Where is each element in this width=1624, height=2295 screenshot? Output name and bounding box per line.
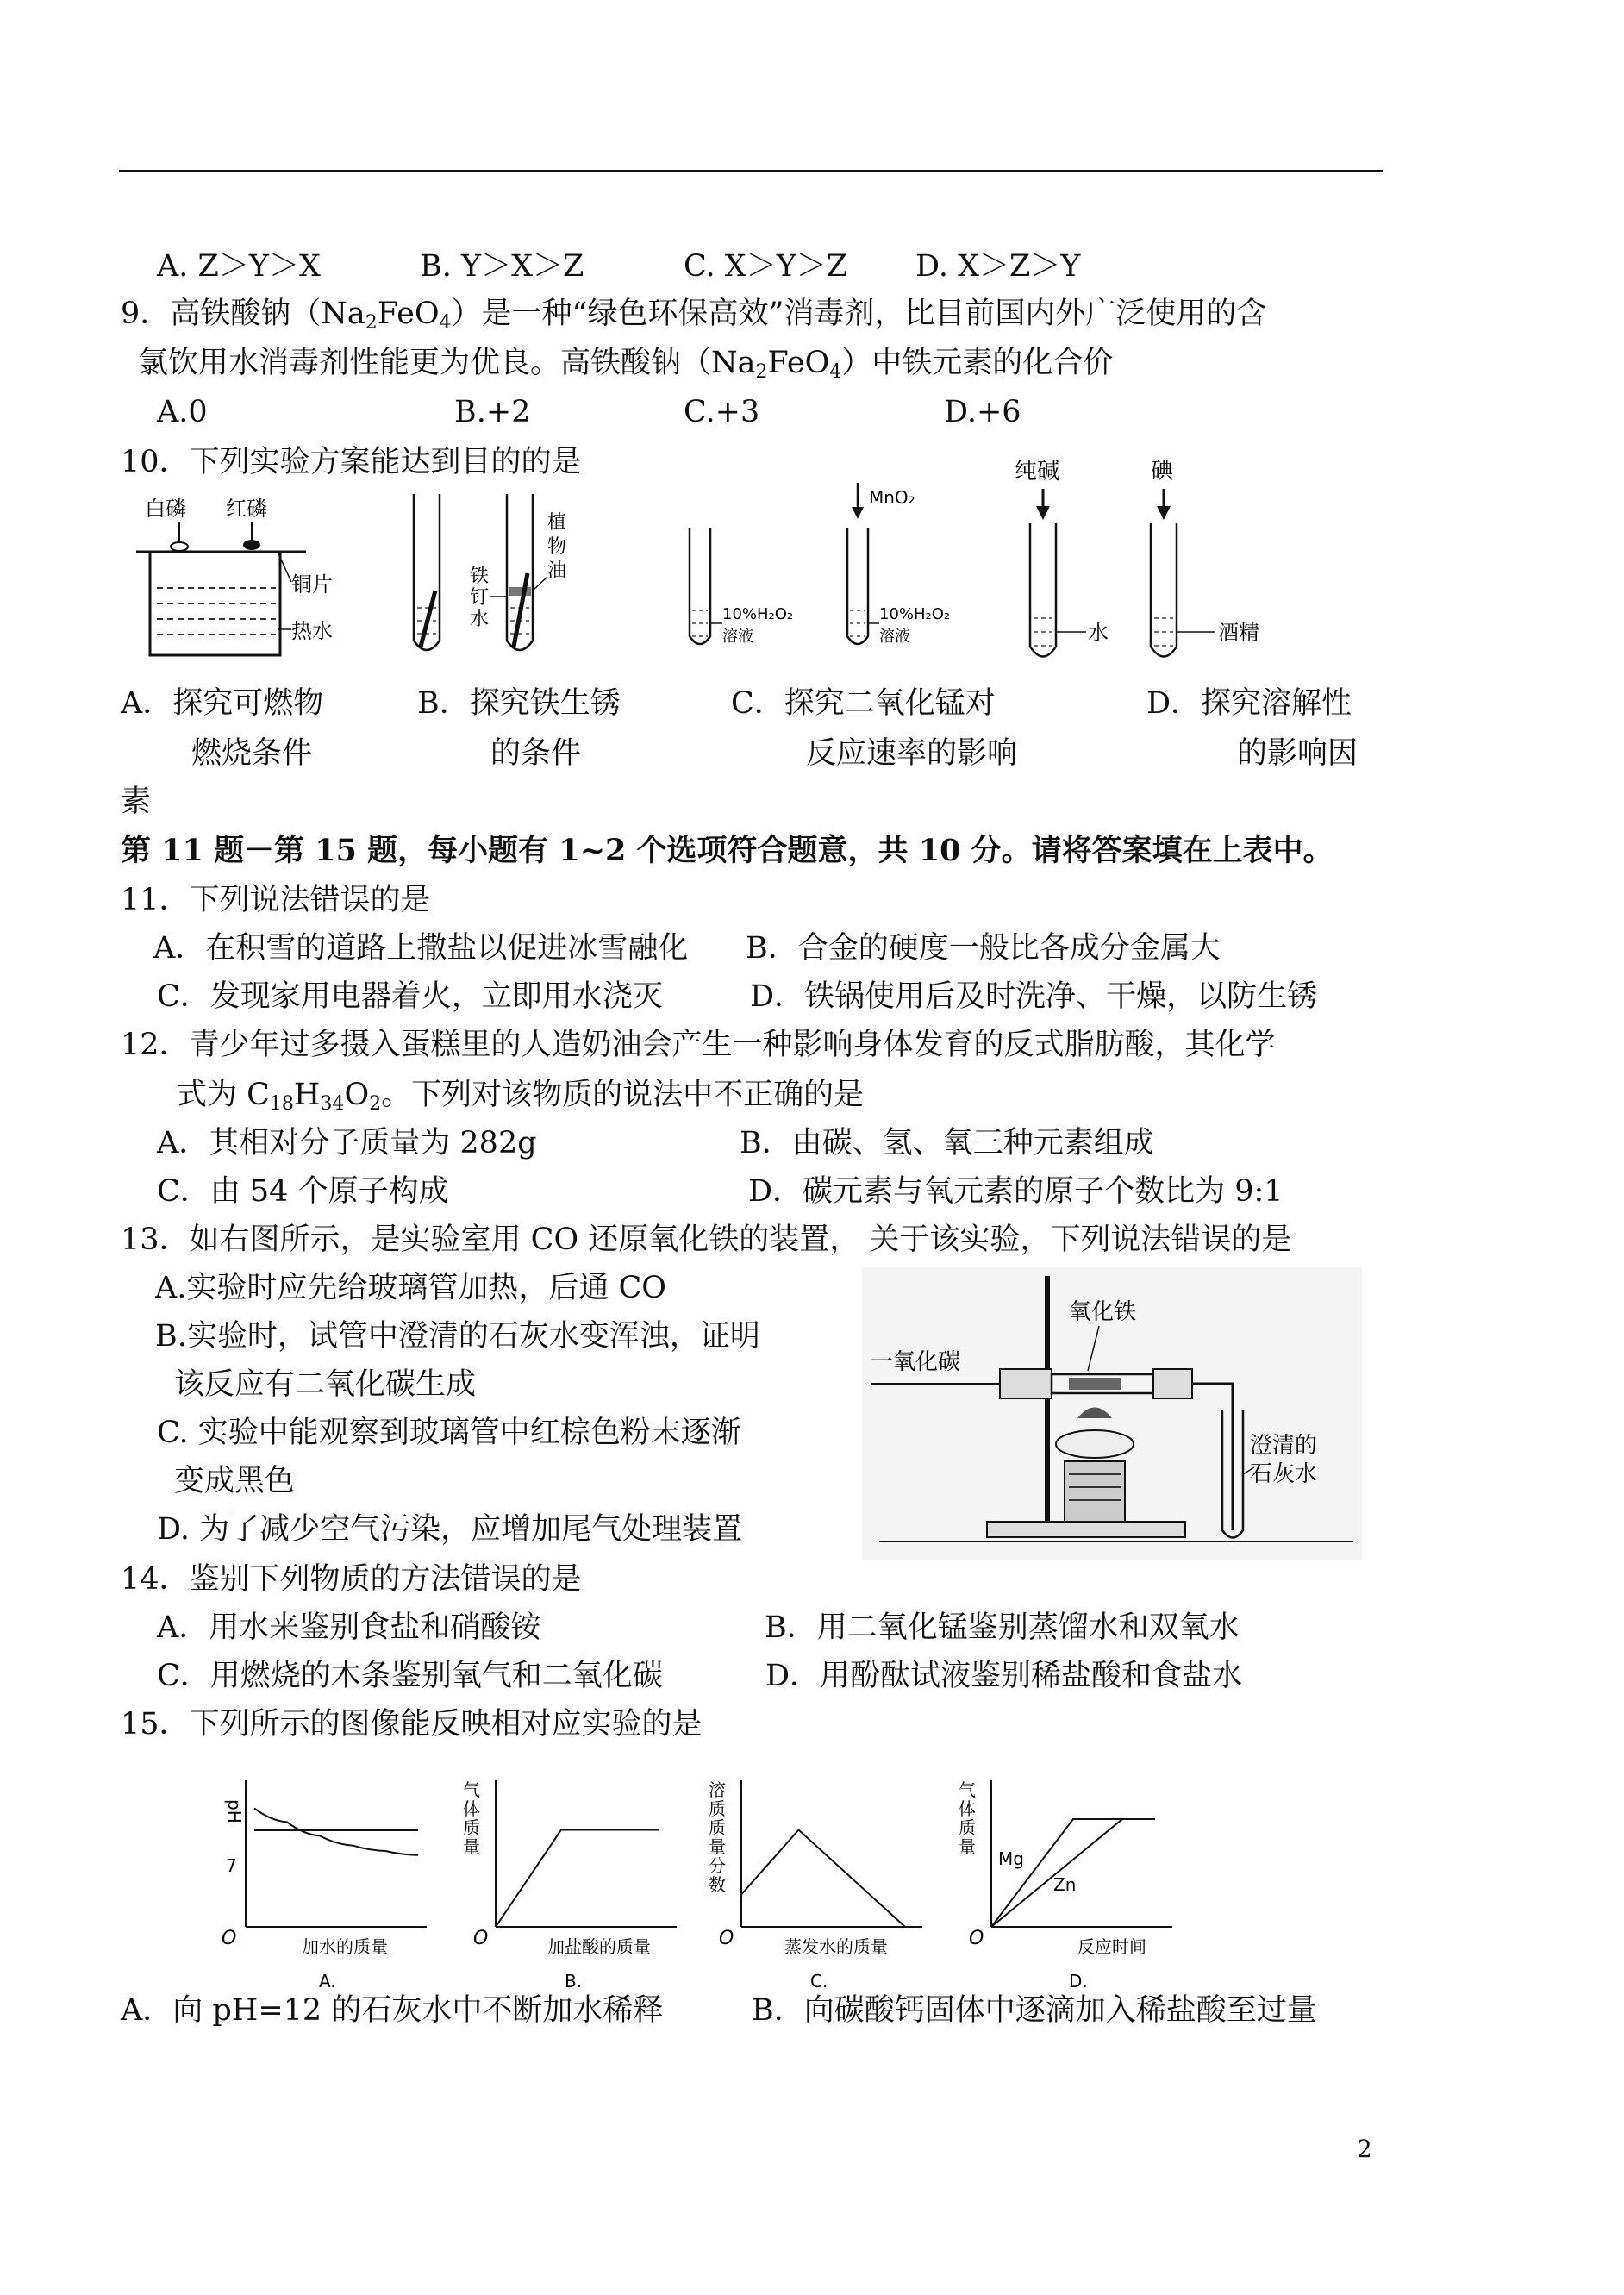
- q13-option-b-line2: 该反应有二氧化碳生成: [174, 1367, 477, 1402]
- chart-series-line: [496, 1830, 659, 1928]
- solution-label-1: 溶液: [722, 628, 753, 646]
- chart-series-label: Mg: [998, 1848, 1024, 1869]
- iron-oxide-label: 氧化铁: [1069, 1299, 1137, 1325]
- soda-ash-label: 纯碱: [1015, 459, 1060, 485]
- chart-ylabel-char: 量: [463, 1836, 480, 1857]
- chart-a-origin: O: [222, 1928, 237, 1949]
- alcohol-label: 酒精: [1218, 621, 1259, 645]
- chart-a-caption: A.: [319, 1971, 336, 1992]
- q14-option-d: D．用酚酞试液鉴别稀盐酸和食盐水: [765, 1659, 1243, 1693]
- q13-option-a: A.实验时应先给玻璃管加热，后通 CO: [155, 1271, 667, 1305]
- limewater-label-line2: 石灰水: [1250, 1461, 1318, 1487]
- q10-option-d-line3: 素: [121, 785, 152, 819]
- chart-a-xlabel: 加水的质量: [302, 1936, 388, 1957]
- nail-label: 钉: [470, 587, 490, 609]
- chart-ylabel-char: 体: [959, 1798, 976, 1819]
- chart-ylabel-char: 质: [959, 1817, 976, 1838]
- q10-stem: 10．下列实验方案能达到目的的是: [121, 445, 582, 479]
- chart-ylabel-char: 气: [959, 1779, 976, 1800]
- chart-ylabel-char: 量: [959, 1836, 976, 1857]
- q12-stem-line1: 12．青少年过多摄入蛋糕里的人造奶油会产生一种影响身体发育的反式脂肪酸，其化学: [121, 1028, 1276, 1062]
- q12-option-a: A．其相对分子质量为 282g: [157, 1126, 537, 1160]
- hot-water-label: 热水: [291, 619, 333, 643]
- limewater-label-line1: 澄清的: [1250, 1433, 1318, 1459]
- q12-option-c: C．由 54 个原子构成: [157, 1174, 449, 1209]
- chart-d-xlabel: 反应时间: [1077, 1936, 1146, 1957]
- water-label-b: 水: [470, 609, 490, 630]
- h2o2-label-2: 10%H₂O₂: [879, 605, 951, 623]
- chart-ylabel-char: 质: [709, 1817, 726, 1838]
- iodine-label: 碘: [1151, 459, 1174, 485]
- header-rule: [119, 170, 1383, 172]
- q14-stem: 14．鉴别下列物质的方法错误的是: [121, 1562, 582, 1597]
- q12-option-d: D．碳元素与氧元素的原子个数比为 9:1: [748, 1174, 1284, 1209]
- q9-option-a: A.0: [157, 395, 208, 429]
- q9-stem-line2: 氯饮用水消毒剂性能更为优良。高铁酸钠$(Na_2FeO_4)$中铁元素的化合价: [138, 346, 1114, 383]
- q14-option-b: B．用二氧化锰鉴别蒸馏水和双氧水: [765, 1610, 1240, 1645]
- chart-ylabel-char: 量: [709, 1836, 726, 1857]
- q13-option-b-line1: B.实验时，试管中澄清的石灰水变浑浊，证明: [155, 1319, 760, 1354]
- q15-chart-d: [940, 1772, 1190, 1996]
- q10-option-d-line1: D．探究溶解性: [1146, 686, 1352, 721]
- section-heading: 第 11 题－第 15 题，每小题有 1~2 个选项符合题意，共 10 分。请将答案填在上表中。: [121, 833, 1334, 868]
- q10-option-d-line2: 的影响因: [1237, 736, 1359, 771]
- q15-stem: 15．下列所示的图像能反映相对应实验的是: [121, 1707, 703, 1742]
- chart-series-line: [741, 1830, 905, 1928]
- q9-option-b: B.+2: [454, 395, 531, 429]
- solution-label-2: 溶液: [879, 628, 910, 646]
- q10-option-a-line1: A．探究可燃物: [121, 686, 324, 721]
- q10-figure-c: [672, 481, 1000, 662]
- q13-apparatus-figure: [862, 1267, 1362, 1560]
- chart-ylabel-char: 体: [463, 1798, 480, 1819]
- chart-series-label: Zn: [1053, 1874, 1077, 1895]
- chart-b-origin: O: [473, 1928, 489, 1949]
- q10-figure-b: [397, 487, 586, 668]
- q15-chart-b: [444, 1772, 694, 1996]
- q10-option-c-line2: 反应速率的影响: [806, 736, 1018, 771]
- q13-stem: 13．如右图所示，是实验室用 CO 还原氧化铁的装置， 关于该实验，下列说法错误的是: [121, 1223, 1292, 1257]
- q11-option-d: D．铁锅使用后及时洗净、干燥，以防生锈: [750, 979, 1318, 1014]
- q9-option-c: C.+3: [684, 395, 760, 429]
- chart-c-xlabel: 蒸发水的质量: [784, 1936, 888, 1957]
- page-number: 2: [1357, 2135, 1372, 2163]
- q15-chart-c: [690, 1772, 940, 1996]
- chart-c-caption: C.: [810, 1971, 828, 1992]
- q13-option-d: D. 为了减少空气污染，应增加尾气处理装置: [157, 1512, 743, 1547]
- red-phosphorus-label: 红磷: [226, 497, 267, 521]
- q10-option-a-line2: 燃烧条件: [191, 736, 313, 771]
- q9-option-d: D.+6: [944, 395, 1021, 429]
- chart-b-caption: B.: [565, 1971, 583, 1992]
- chart-a-series-line: [254, 1808, 418, 1854]
- chart-ylabel-char: 数: [709, 1874, 726, 1895]
- q12-stem-line2: 式为 $C_{18}H_{34}O_2$。下列对该物质的说法中不正确的是: [177, 1078, 865, 1115]
- chart-series-line: [991, 1819, 1155, 1927]
- q10-option-b-line1: B．探究铁生锈: [417, 686, 621, 721]
- white-phosphorus-label: 白磷: [145, 497, 186, 521]
- chart-c-origin: O: [719, 1928, 734, 1949]
- q10-option-c-line1: C．探究二氧化锰对: [731, 686, 996, 721]
- chart-ylabel-char: 溶: [709, 1779, 726, 1800]
- co-gas-label: 一氧化碳: [871, 1349, 961, 1375]
- chart-series-line: [991, 1819, 1155, 1927]
- oil-label: 油: [547, 560, 567, 582]
- q11-option-a: A．在积雪的道路上撒盐以促进冰雪融化: [153, 931, 689, 966]
- h2o2-label-1: 10%H₂O₂: [722, 605, 794, 623]
- q15-chart-a: [203, 1772, 444, 1996]
- q8-option-a: A. Z＞Y＞X: [157, 249, 321, 284]
- q15-option-b: B．向碳酸钙固体中逐滴加入稀盐酸至过量: [752, 1993, 1317, 2028]
- q13-option-c-line1: C. 实验中能观察到玻璃管中红棕色粉末逐渐: [157, 1416, 741, 1450]
- plant-label: 植: [547, 512, 567, 534]
- q15-option-a: A．向 pH=12 的石灰水中不断加水稀释: [121, 1993, 664, 2028]
- q8-option-b: B. Y＞X＞Z: [420, 249, 584, 284]
- material-label: 物: [547, 536, 567, 558]
- q11-option-b: B．合金的硬度一般比各成分金属大: [746, 931, 1221, 966]
- chart-a-ylabel: pH: [224, 1799, 245, 1823]
- q11-stem: 11．下列说法错误的是: [121, 883, 431, 917]
- q10-figure-a: [129, 491, 333, 668]
- chart-d-caption: D.: [1069, 1971, 1088, 1992]
- q10-option-b-line2: 的条件: [490, 736, 582, 771]
- chart-ylabel-char: 分: [709, 1855, 726, 1876]
- chart-ylabel-char: 质: [463, 1817, 480, 1838]
- q14-option-c: C．用燃烧的木条鉴别氧气和二氧化碳: [157, 1659, 663, 1693]
- q14-option-a: A．用水来鉴别食盐和硝酸铵: [157, 1610, 541, 1645]
- water-label-d: 水: [1088, 621, 1109, 645]
- q8-option-c: C. X＞Y＞Z: [684, 249, 848, 284]
- copper-sheet-label: 铜片: [291, 572, 333, 597]
- chart-ylabel-char: 质: [709, 1798, 726, 1819]
- mno2-label: MnO₂: [869, 487, 915, 508]
- q8-option-d: D. X＞Z＞Y: [915, 249, 1081, 284]
- q10-figure-d: [1004, 453, 1289, 677]
- q11-option-c: C．发现家用电器着火，立即用水浇灭: [157, 979, 663, 1014]
- chart-b-xlabel: 加盐酸的质量: [547, 1936, 651, 1957]
- q12-option-b: B．由碳、氢、氧三种元素组成: [740, 1126, 1154, 1160]
- q9-stem-line1: 9．高铁酸钠$(Na_2FeO_4)$是一种“绿色环保高效”消毒剂，比目前国内外广泛使用的含: [121, 297, 1267, 334]
- iron-label: 铁: [470, 566, 490, 587]
- q13-option-c-line2: 变成黑色: [174, 1464, 296, 1498]
- chart-d-origin: O: [969, 1928, 984, 1949]
- chart-a-y-tick: 7: [226, 1855, 237, 1876]
- chart-ylabel-char: 气: [463, 1779, 480, 1800]
